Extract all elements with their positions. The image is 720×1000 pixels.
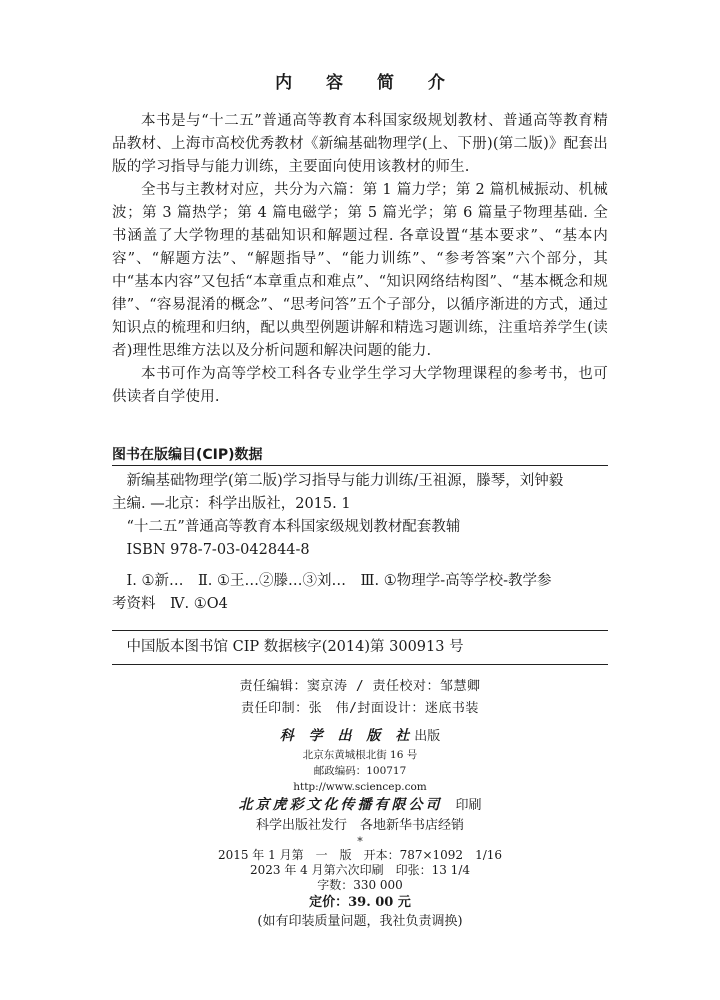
editors-line-1: 责任编辑：窦京涛 / 责任校对：邹慧卿 bbox=[239, 679, 481, 694]
price: 定价：39. 00 元 bbox=[309, 895, 411, 910]
page-title: 内 容 简 介 bbox=[275, 73, 459, 93]
publisher-suffix: 出版 bbox=[414, 729, 441, 744]
cip-line-title: 新编基础物理学(第二版)学习指导与能力训练/王祖源，滕琴，刘钟毅 bbox=[126, 473, 564, 489]
distribution-line: 科学出版社发行 各地新华书店经销 bbox=[255, 818, 464, 833]
summary-paragraph-2: 全书与主教材对应，共分为六篇：第 1 篇力学；第 2 篇机械振动、机械波；第 3 篇热学；第 4 篇电磁学；第 5 篇光学；第 6 篇量子物理基础. 全书涵盖了大学物理的基础知识和解题过程. 各章设置“基本要求”、“基本内容”、“解题方法”、“解题指导”、“能力训练”、“参考答案”六个部分，其中“基本内容”又包括“本章重点和难点”、“知识网络结构图”、“基本概念和规律”、“容易混淆的概念”、“思考问答”五个子部分，以循序渐进的方式，通过知识点的梳理和归纳，配以典型例题讲解和精选习题训练，注重培养学生(读者)理性思维方法以及分析问题和解决问题的能力. bbox=[112, 182, 608, 359]
publisher-logo-text: 科 学 出 版 社 bbox=[279, 728, 415, 744]
publisher-line bbox=[0, 726, 720, 747]
cip-line-series: “十二五”普通高等教育本科国家级规划教材配套教辅 bbox=[126, 519, 461, 535]
summary-paragraph-1: 本书是与“十二五”普通高等教育本科国家级规划教材、普通高等教育精品教材、上海市高校优秀教材《新编基础物理学(上、下册)(第二版)》配套出版的学习指导与能力训练，主要面向使用该教材的师生. bbox=[112, 113, 608, 175]
cip-classification-2: 考资料 Ⅳ. ①O4 bbox=[112, 596, 228, 612]
printer-logo-text: 北京虎彩文化传播有限公司 bbox=[238, 797, 443, 813]
cip-middle-rule bbox=[112, 630, 608, 631]
summary-section bbox=[112, 110, 608, 409]
cip-data-number: 中国版本图书馆 CIP 数据核字(2014)第 300913 号 bbox=[126, 639, 464, 655]
printer-suffix: 印刷 bbox=[455, 798, 482, 813]
cip-heading: 图书在版编目(CIP)数据 bbox=[112, 447, 263, 463]
printer-line bbox=[0, 795, 720, 816]
cip-line-isbn: ISBN 978-7-03-042844-8 bbox=[126, 542, 310, 558]
summary-paragraph-3: 本书可作为高等学校工科各专业学生学习大学物理课程的参考书，也可供读者自学使用. bbox=[112, 366, 608, 405]
cip-line-publisher: 主编. —北京：科学出版社，2015. 1 bbox=[112, 496, 351, 512]
edition-line: 2015 年 1 月第 一 版 开本：787×1092 1/16 bbox=[217, 848, 503, 862]
cip-classification-1: Ⅰ. ①新… Ⅱ. ①王…②滕…③刘… Ⅲ. ①物理学-高等学校-教学参 bbox=[126, 573, 552, 589]
cip-top-rule bbox=[112, 465, 608, 466]
publisher-website: http://www.sciencep.com bbox=[293, 781, 427, 793]
separator-star: * bbox=[357, 835, 363, 848]
cip-record bbox=[112, 470, 608, 616]
editors-line-2: 责任印制：张 伟/封面设计：迷底书装 bbox=[241, 701, 479, 716]
quality-note: (如有印装质量问题，我社负责调换) bbox=[257, 914, 463, 929]
cip-bottom-rule bbox=[112, 664, 608, 665]
colophon bbox=[0, 676, 720, 932]
publisher-address: 北京东黄城根北街 16 号 bbox=[302, 749, 418, 761]
publisher-postcode: 邮政编码：100717 bbox=[313, 765, 407, 777]
word-count: 字数：330 000 bbox=[317, 878, 403, 892]
printing-line: 2023 年 4 月第六次印刷 印张：13 1/4 bbox=[249, 863, 470, 877]
